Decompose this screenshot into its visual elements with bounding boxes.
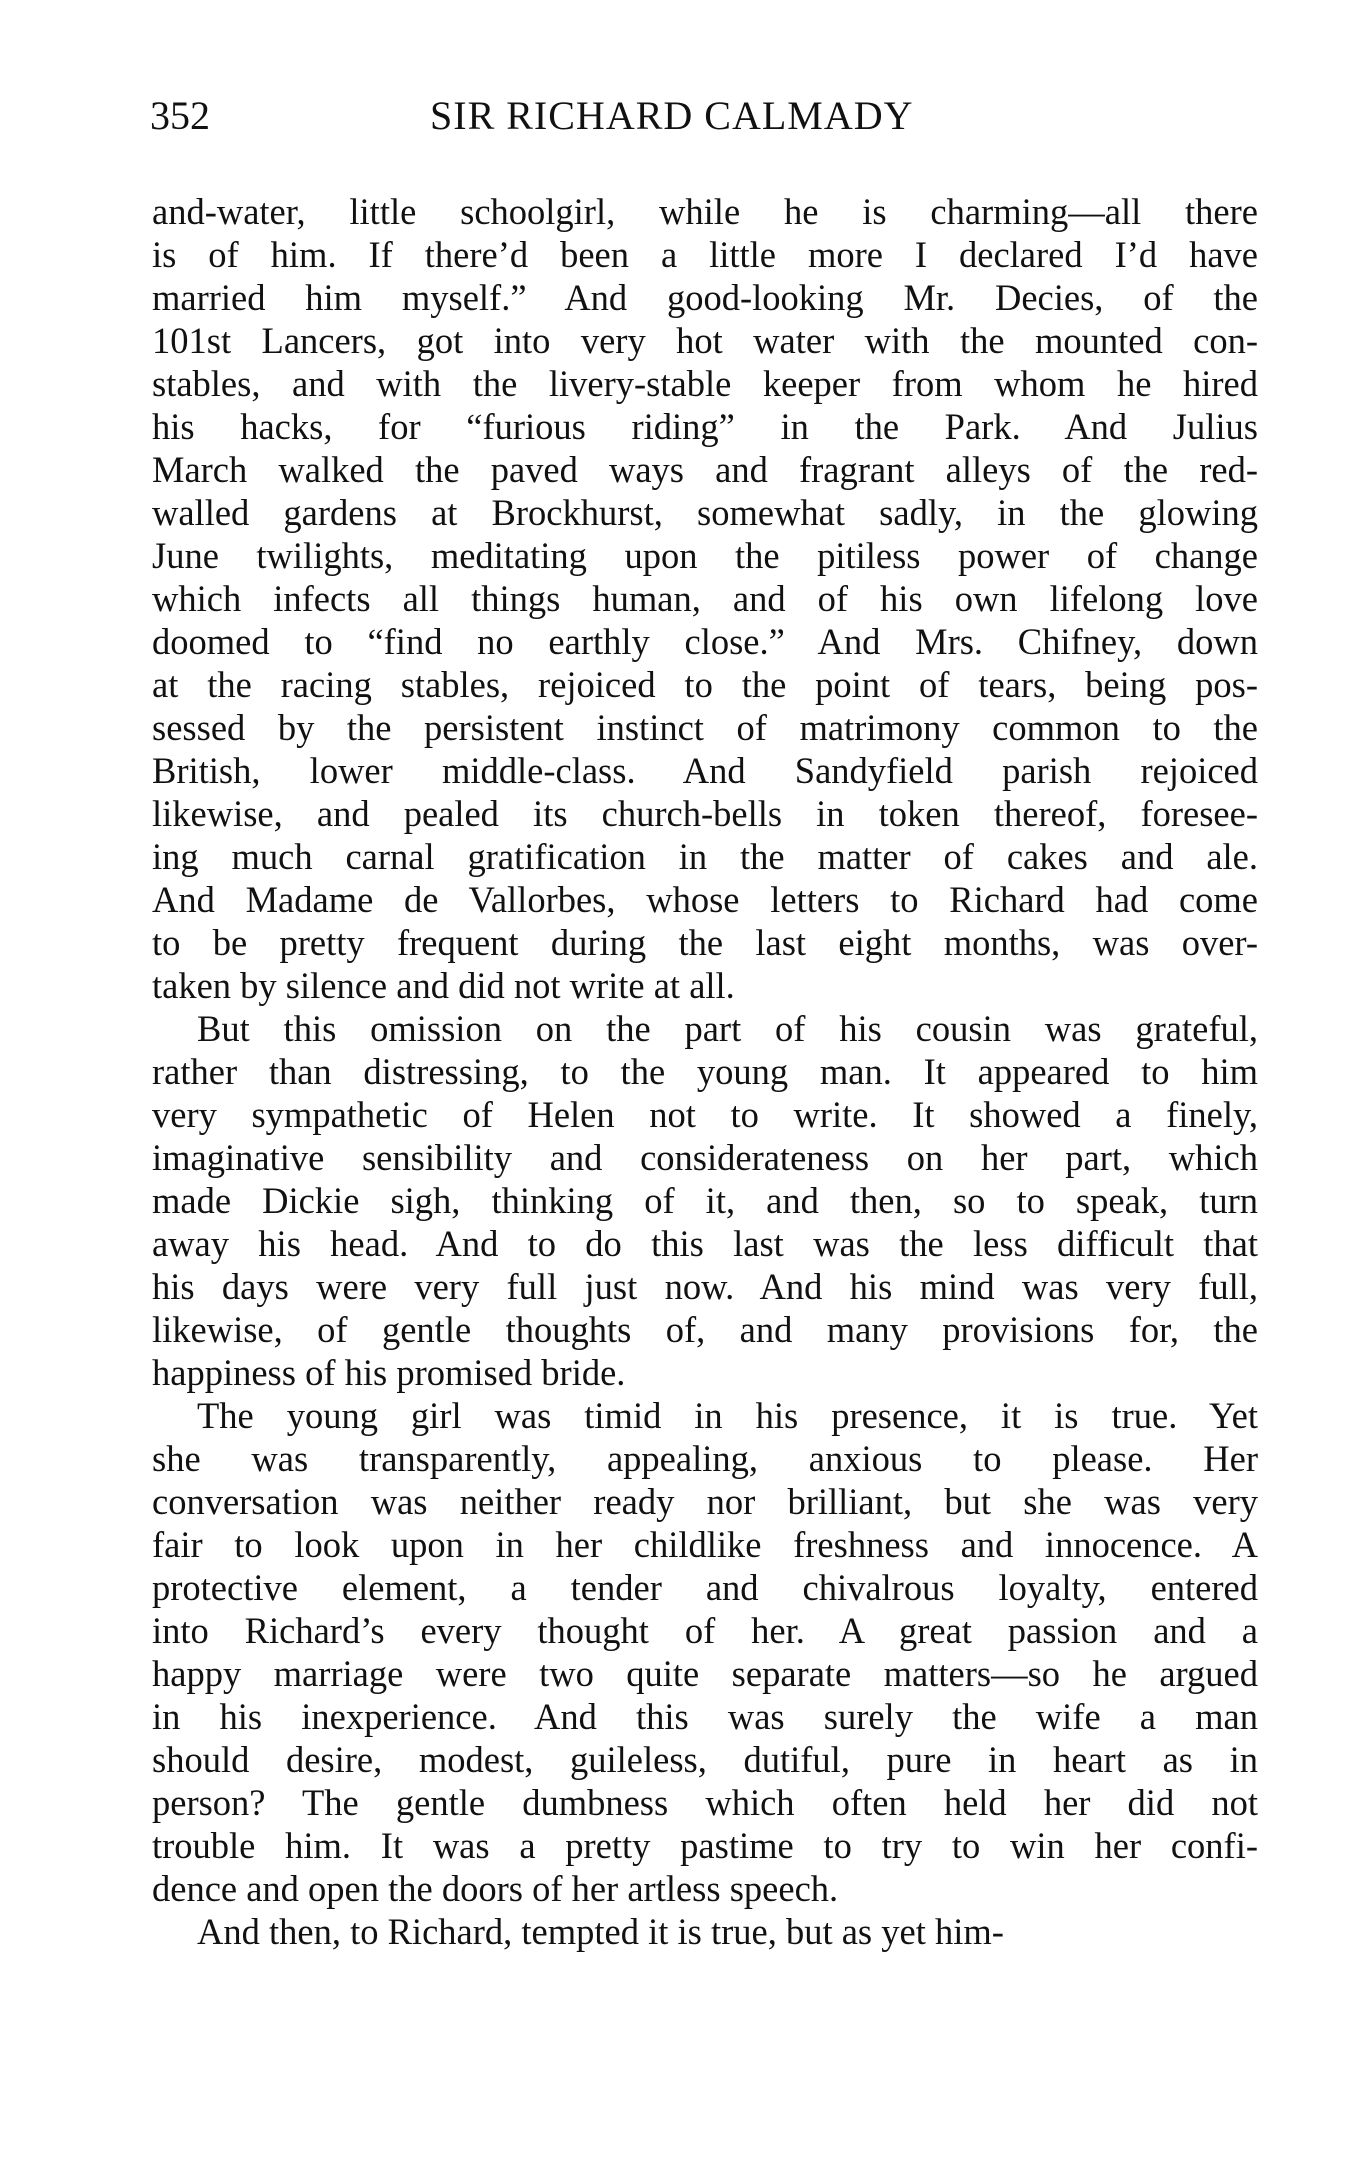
text-line: and-water, little schoolgirl, while he is charming—all there (152, 191, 1258, 232)
text-line: British, lower middle-class. And Sandyfield parish rejoiced (152, 750, 1258, 791)
text-line: happiness of his promised bride. (152, 1352, 626, 1393)
text-line: protective element, a tender and chivalrous loyalty, entered (152, 1567, 1258, 1608)
text-line: trouble him. It was a pretty pastime to try to win her confi- (152, 1825, 1258, 1866)
text-line: 101st Lancers, got into very hot water with the mounted con- (152, 320, 1258, 361)
text-line: rather than distressing, to the young man. It appeared to him (152, 1051, 1258, 1092)
text-line: stables, and with the livery-stable keeper from whom he hired (152, 363, 1258, 404)
text-line: imaginative sensibility and considerateness on her part, which (152, 1137, 1258, 1178)
text-line: in his inexperience. And this was surely the wife a man (152, 1696, 1258, 1737)
text-line: made Dickie sigh, thinking of it, and then, so to speak, turn (152, 1180, 1258, 1221)
text-line: doomed to “find no earthly close.” And Mrs. Chifney, down (152, 621, 1258, 662)
text-line: sessed by the persistent instinct of matrimony common to the (152, 707, 1258, 748)
text-line: to be pretty frequent during the last eight months, was over- (152, 922, 1258, 963)
text-line: taken by silence and did not write at all. (152, 965, 735, 1006)
text-line: ing much carnal gratification in the matter of cakes and ale. (152, 836, 1258, 877)
text-line: his days were very full just now. And his mind was very full, (152, 1266, 1258, 1307)
text-line: likewise, of gentle thoughts of, and many provisions for, the (152, 1309, 1258, 1350)
text-line: March walked the paved ways and fragrant alleys of the red- (152, 449, 1258, 490)
text-line: very sympathetic of Helen not to write. It showed a finely, (152, 1094, 1258, 1135)
page-header (150, 92, 1260, 142)
text-line: should desire, modest, guileless, dutiful, pure in heart as in (152, 1739, 1258, 1780)
text-line: June twilights, meditating upon the pitiless power of change (152, 535, 1258, 576)
running-title: SIR RICHARD CALMADY (430, 93, 914, 138)
text-line: person? The gentle dumbness which often held her did not (152, 1782, 1258, 1823)
text-line: The young girl was timid in his presence, it is true. Yet (197, 1395, 1258, 1436)
text-line: is of him. If there’d been a little more I declared I’d have (152, 234, 1258, 275)
text-line: into Richard’s every thought of her. A great passion and a (152, 1610, 1258, 1651)
page-number: 352 (150, 93, 210, 138)
text-line: she was transparently, appealing, anxious to please. Her (152, 1438, 1258, 1479)
text-line: But this omission on the part of his cousin was grateful, (197, 1008, 1258, 1049)
page-body-text (152, 190, 1258, 1953)
text-line: likewise, and pealed its church-bells in token thereof, foresee- (152, 793, 1258, 834)
text-line: at the racing stables, rejoiced to the point of tears, being pos- (152, 664, 1258, 705)
text-line: married him myself.” And good-looking Mr. Decies, of the (152, 277, 1258, 318)
text-line: And then, to Richard, tempted it is true, but as yet him- (197, 1911, 1004, 1952)
text-line: away his head. And to do this last was the less difficult that (152, 1223, 1258, 1264)
text-line: conversation was neither ready nor brilliant, but she was very (152, 1481, 1258, 1522)
text-line: And Madame de Vallorbes, whose letters to Richard had come (152, 879, 1258, 920)
text-line: dence and open the doors of her artless speech. (152, 1868, 839, 1909)
text-line: fair to look upon in her childlike freshness and innocence. A (152, 1524, 1258, 1565)
text-line: walled gardens at Brockhurst, somewhat sadly, in the glowing (152, 492, 1258, 533)
text-line: his hacks, for “furious riding” in the Park. And Julius (152, 406, 1258, 447)
text-line: which infects all things human, and of his own lifelong love (152, 578, 1258, 619)
text-line: happy marriage were two quite separate matters—so he argued (152, 1653, 1258, 1694)
